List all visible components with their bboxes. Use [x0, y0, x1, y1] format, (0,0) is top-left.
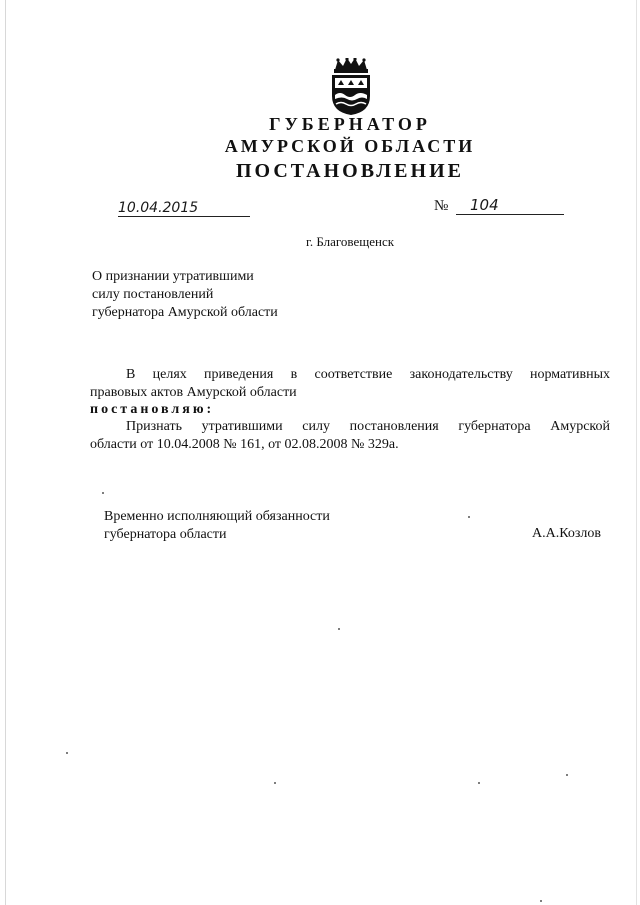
clause-line: Признать утратившими силу постановления губернатора Амурской: [126, 419, 610, 434]
subject-line: силу постановлений: [92, 287, 214, 302]
coat-of-arms-icon: [328, 58, 374, 116]
date-underline: [118, 216, 250, 217]
scan-speck: [338, 628, 340, 630]
preamble-line: правовых актов Амурской области: [90, 385, 297, 400]
scan-speck: [102, 492, 104, 494]
scan-speck: [566, 774, 568, 776]
position-line: губернатора области: [104, 527, 227, 542]
number-sign: №: [434, 198, 449, 214]
authority-title: ГУБЕРНАТОР: [269, 114, 431, 134]
scan-speck: [274, 782, 276, 784]
scan-speck: [468, 516, 470, 518]
clause-line: области от 10.04.2008 № 161, от 02.08.2008 № 329а.: [90, 437, 399, 452]
preamble-line: В целях приведения в соответствие законодательству нормативных: [126, 367, 610, 382]
document-date: 10.04.2015: [118, 200, 199, 216]
authority-region: АМУРСКОЙ ОБЛАСТИ: [224, 136, 476, 156]
subject-line: губернатора Амурской области: [92, 305, 278, 320]
scan-speck: [478, 782, 480, 784]
document-subject: [92, 268, 278, 322]
subject-line: О признании утратившими: [92, 269, 254, 284]
number-underline: [456, 214, 564, 215]
resolution-clause: [90, 418, 610, 454]
city-label: г. Благовещенск: [305, 234, 395, 249]
document-type-title: ПОСТАНОВЛЕНИЕ: [236, 160, 464, 182]
scan-speck: [66, 752, 68, 754]
preamble-paragraph: [90, 366, 610, 402]
resolve-word: постановляю:: [90, 402, 215, 417]
document-number: 104: [470, 196, 499, 214]
signatory-name: А.А.Козлов: [532, 526, 601, 541]
position-line: Временно исполняющий обязанности: [104, 509, 330, 524]
signatory-position: [104, 508, 330, 544]
scan-speck: [540, 900, 542, 902]
